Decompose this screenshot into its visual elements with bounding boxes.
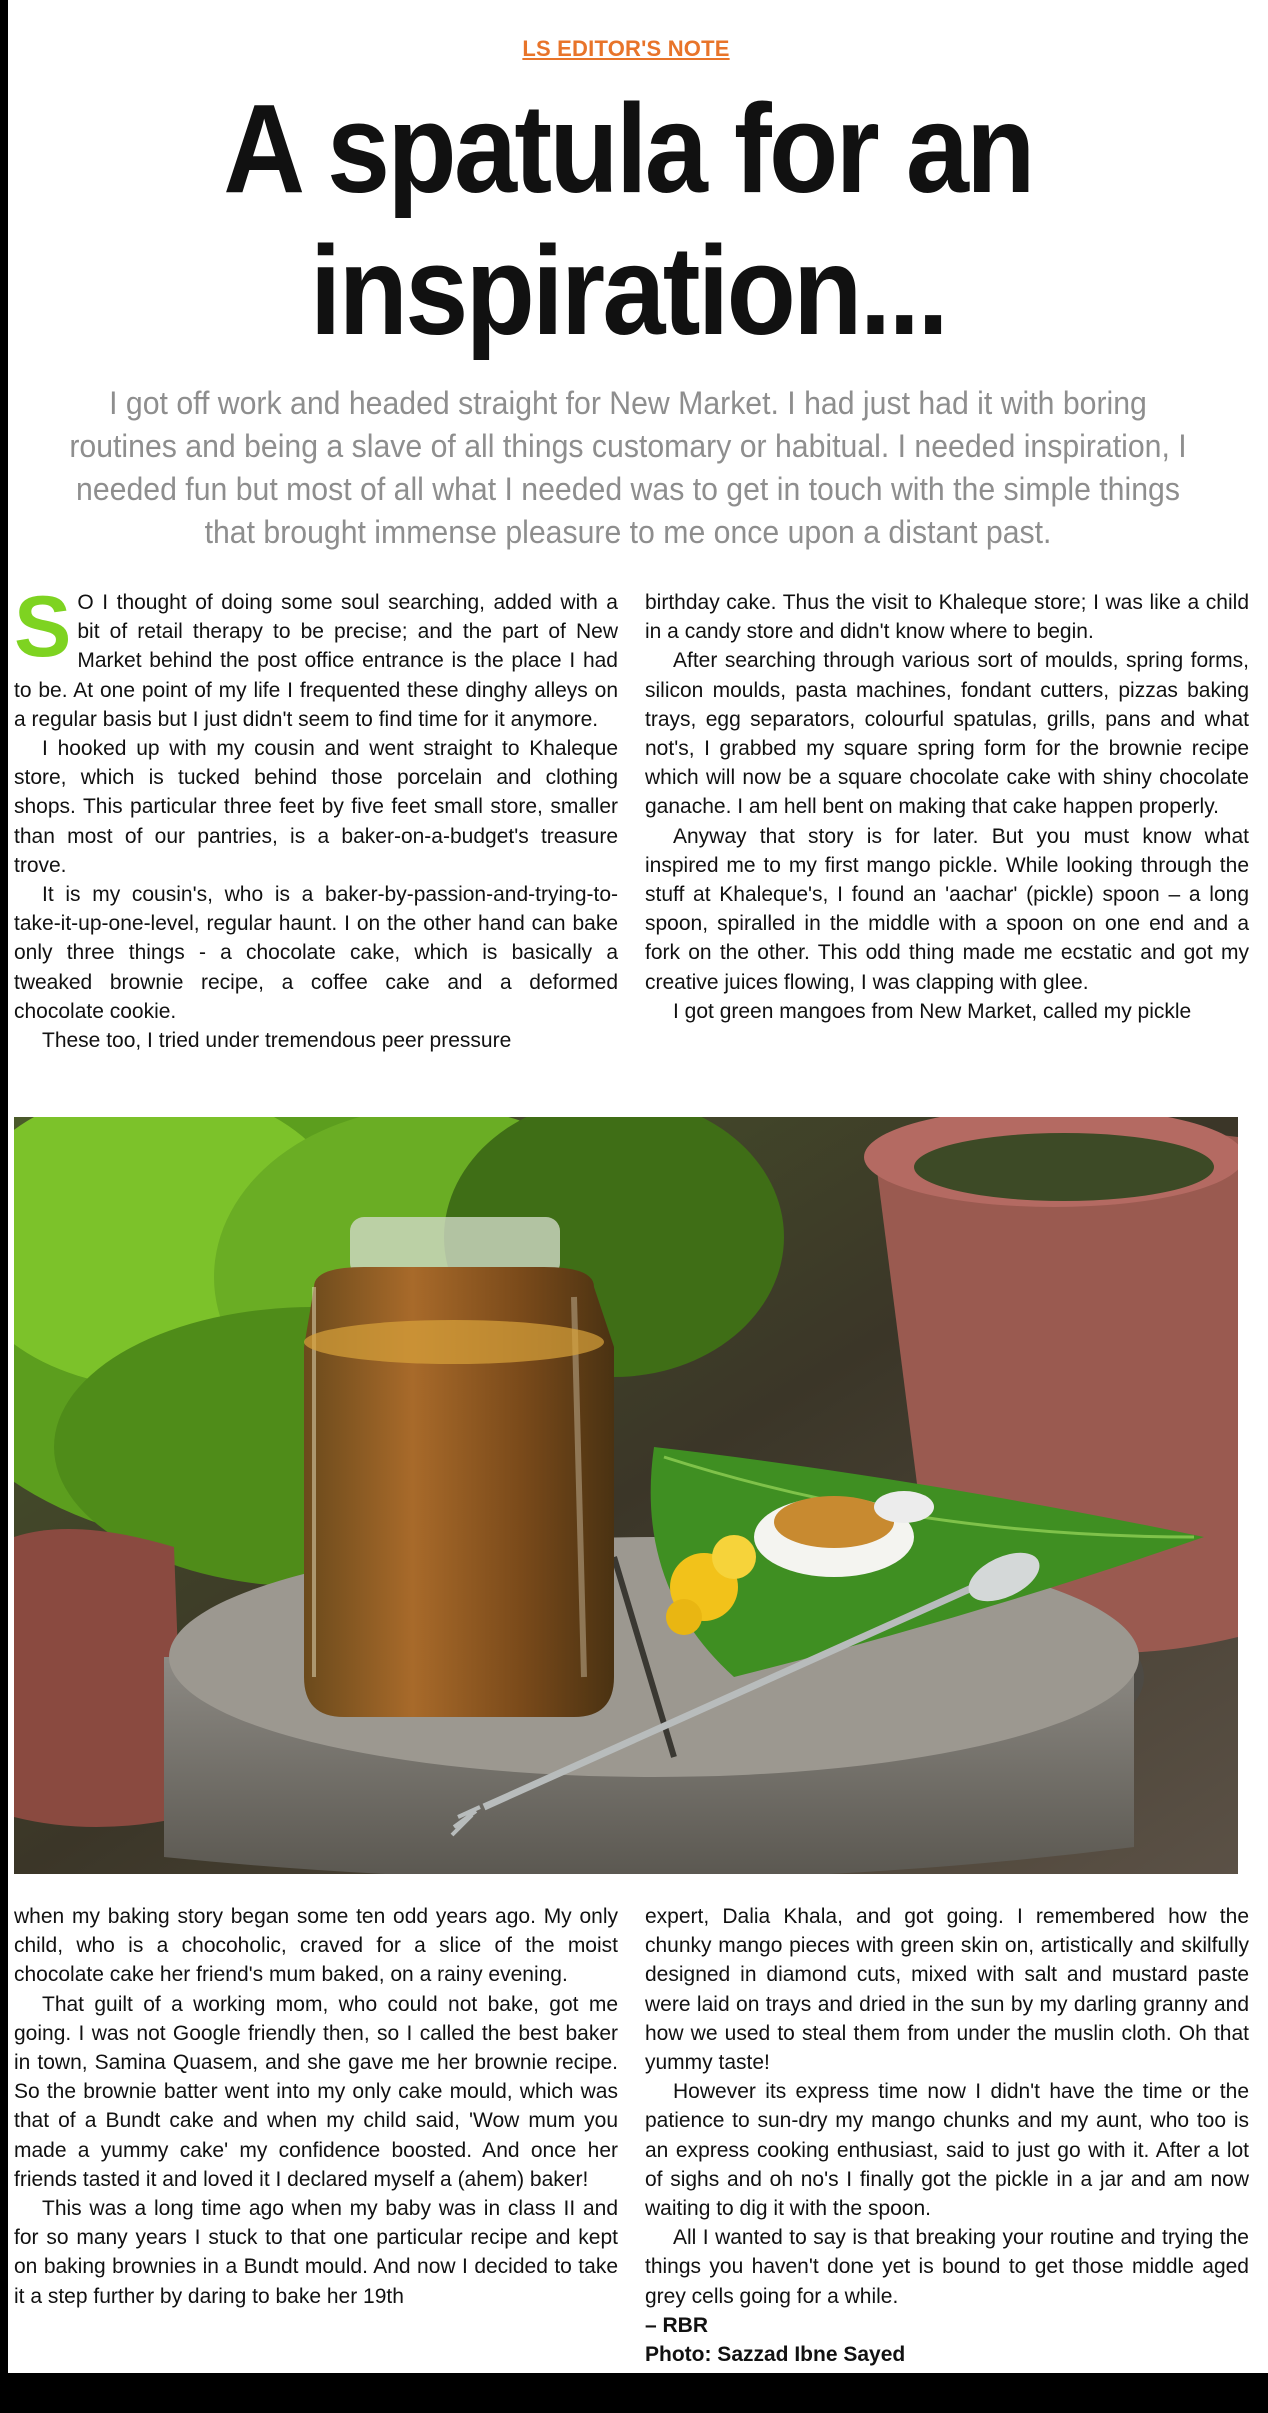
paragraph: Anyway that story is for later. But you must know what inspired me to my first mango pickle. While looking through the stuff at Khaleque's, I found an 'aachar' (pickle) spoon – a long spoon, spiralled in the middle with a spoon on one end and a fork on the other. This odd thing made me ecstatic and got my creative juices flowing, I was clapping with glee. — [645, 824, 1249, 994]
paragraph: This was a long time ago when my baby was in class II and for so many years I stuck to that one particular recipe and kept on baking brownies in a Bundt mould. And now I decided to take it a step further by daring to bake her 19th — [14, 2197, 618, 2308]
paragraph: birthday cake. Thus the visit to Khaleque store; I was like a child in a candy store and didn't know where to begin. — [645, 591, 1249, 644]
photo-credit: Photo: Sazzad Ibne Sayed — [645, 2343, 906, 2367]
body-column-left-bottom — [14, 1902, 618, 2311]
paragraph: I got green mangoes from New Market, called my pickle — [673, 999, 1192, 1023]
pickle-jar-photo — [14, 1117, 1238, 1874]
body-column-right-bottom — [645, 1902, 1249, 2369]
paragraph: All I wanted to say is that breaking your routine and trying the things you haven't done yet is bound to get those middle aged grey cells going for a while. — [645, 2226, 1249, 2308]
intro-standfirst: I got off work and headed straight for New Market. I had just had it with boring routines and being a slave of all things customary or habitual. I needed inspiration, I needed fun but most of all what I needed was to get in touch with the simple things that brought immense pleasure to me once upon a distant past. — [69, 385, 1187, 550]
paragraph: However its express time now I didn't have the time or the patience to sun-dry my mango chunks and my aunt, who too is an express cooking enthusiast, said to just go with it. After a lot of sighs and oh no's I finally got the pickle in a jar and am now waiting to dig it with the spoon. — [645, 2080, 1249, 2221]
headline: A spatula for an inspiration... — [223, 78, 1033, 361]
paragraph: S O I thought of doing some soul searching, added with a bit of retail therapy to be precise; and the part of New Market behind the post office entrance is the place I had to be. At one point of my life I frequented these dinghy alleys on a regular basis but I just didn't seem to find time for it anymore. — [14, 579, 618, 731]
paragraph: when my baking story began some ten odd years ago. My only child, who is a chocoholic, craved for a slice of the moist chocolate cake her friend's mum baked, on a rainy evening. — [14, 1905, 618, 1987]
paragraph: It is my cousin's, who is a baker-by-passion-and-trying-to-take-it-up-one-level, regular haunt. I on the other hand can bake only three things - a chocolate cake, which is basically a tweaked brownie recipe, a coffee cake and a deformed chocolate cookie. — [14, 883, 618, 1023]
paragraph: These too, I tried under tremendous peer pressure — [42, 1029, 512, 1053]
left-border-rule — [0, 0, 8, 2413]
author-byline: – RBR — [645, 2313, 709, 2337]
paragraph: That guilt of a working mom, who could not bake, got me going. I was not Google friendly then, so I called the best baker in town, Samina Quasem, and she gave me her brownie recipe. So the brownie batter went into my only cake mould, which was that of a Bundt cake and when my child said, 'Wow mum you made a yummy cake' my confidence boosted. And once her friends tasted it and loved it I declared myself a (ahem) baker! — [14, 1992, 618, 2191]
paragraph: expert, Dalia Khala, and got going. I remembered how the chunky mango pieces with green skin on, artistically and skilfully designed in diamond cuts, mixed with salt and mustard paste were laid on trays and dried in the sun by my darling granny and how we used to steal them from under the muslin cloth. Oh that yummy taste! — [645, 1905, 1249, 2075]
bottom-border-bar — [0, 2373, 1268, 2413]
drop-cap: S — [14, 579, 72, 675]
paragraph: After searching through various sort of moulds, spring forms, silicon moulds, pasta machines, fondant cutters, pizzas baking trays, egg separators, colourful spatulas, grills, pans and what not's, I grabbed my square spring form for the brownie recipe which will now be a square chocolate cake with shiny chocolate ganache. I am hell bent on making that cake happen properly. — [645, 649, 1249, 819]
section-kicker: LS EDITOR'S NOTE — [522, 36, 730, 61]
body-column-right-top — [645, 588, 1249, 1026]
body-column-left-top — [14, 579, 618, 1055]
paragraph: I hooked up with my cousin and went straight to Khaleque store, which is tucked behind those porcelain and clothing shops. This particular three feet by five feet small store, smaller than most of our pantries, is a baker-on-a-budget's treasure trove. — [14, 737, 618, 877]
